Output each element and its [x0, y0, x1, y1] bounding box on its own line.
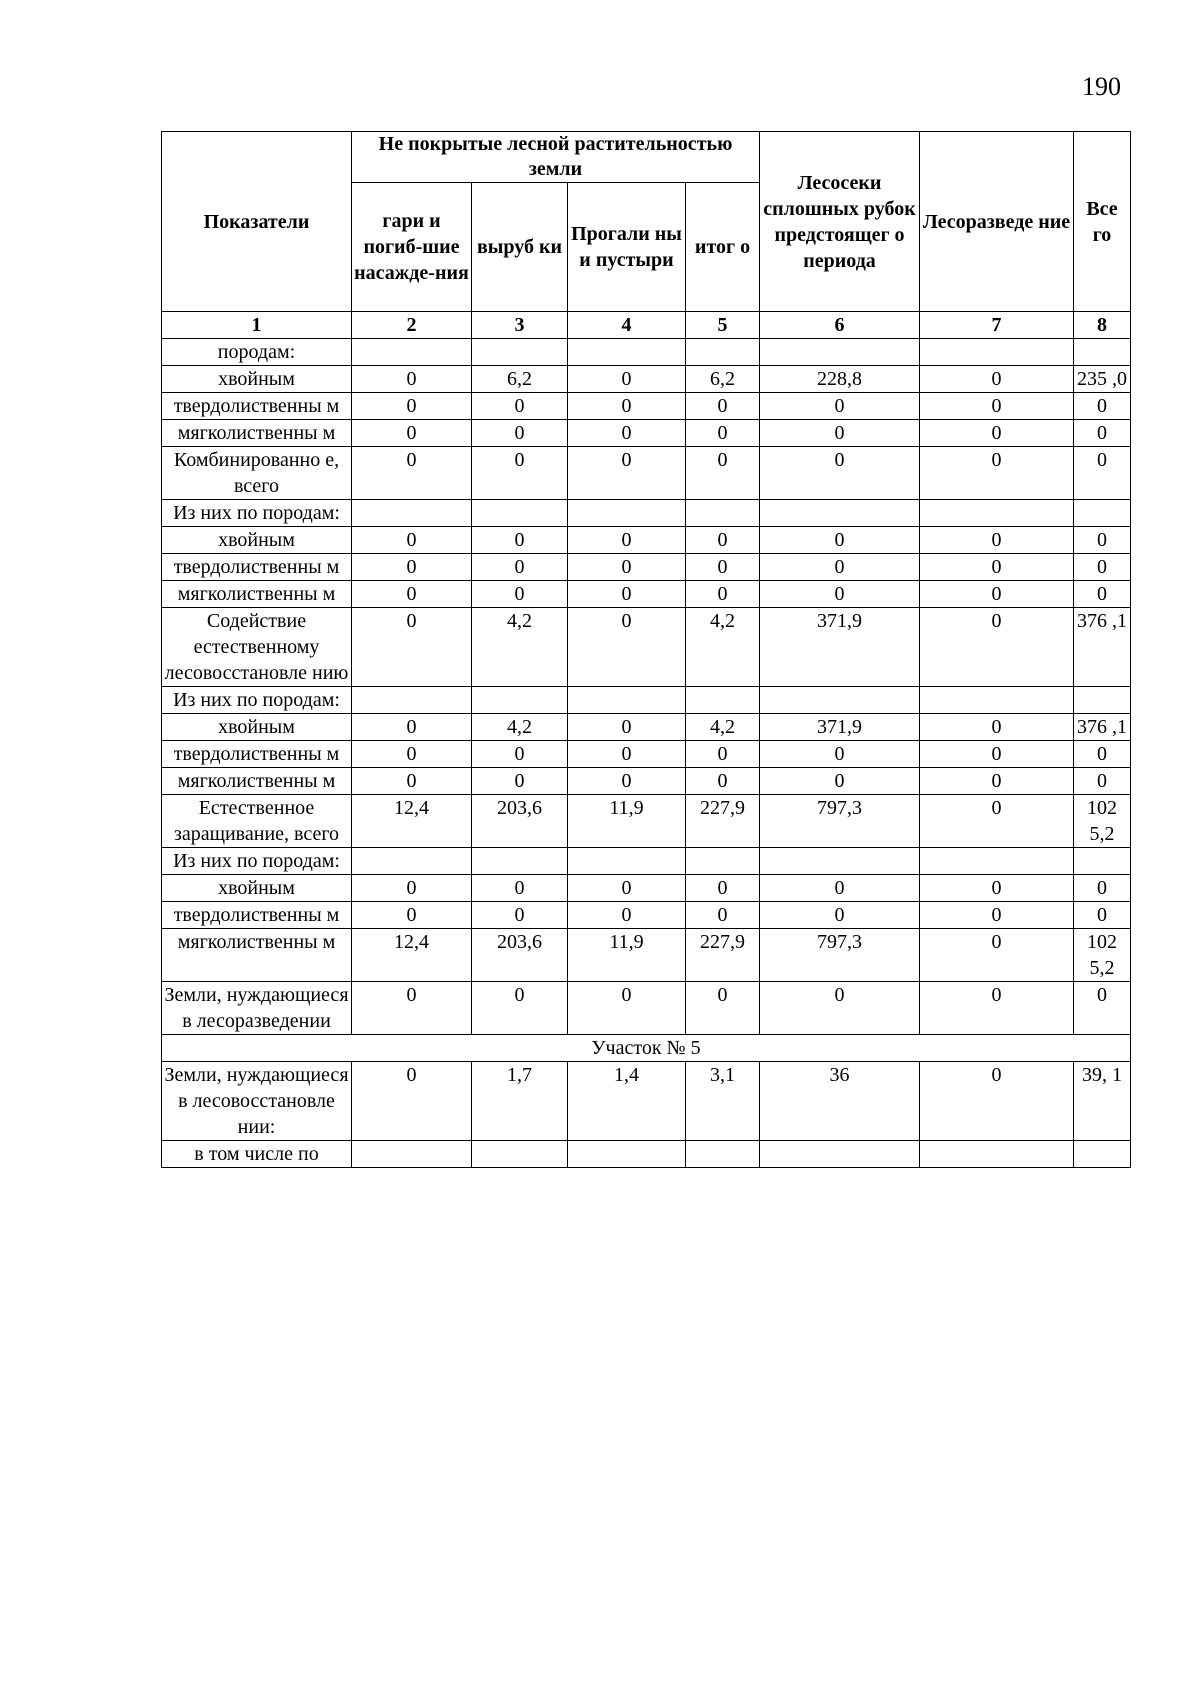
table-cell: 0 [686, 393, 760, 420]
table-row [162, 339, 1131, 366]
table-cell: 0 [1074, 902, 1131, 929]
table-row [162, 687, 1131, 714]
table-cell: 797,3 [760, 929, 920, 982]
table-cell [472, 1141, 568, 1168]
table-cell: 0 [352, 420, 472, 447]
row-label: Из них по породам: [162, 687, 352, 714]
table-cell: 0 [352, 393, 472, 420]
table-cell: 0 [568, 608, 686, 687]
table-cell: 1,4 [568, 1062, 686, 1141]
header-total: Все го [1074, 132, 1131, 312]
table-row [162, 447, 1131, 500]
table-cell: 0 [352, 608, 472, 687]
table-cell: 0 [352, 902, 472, 929]
header-burned: гари и погиб-шие насажде-ния [352, 183, 472, 312]
table-row [162, 848, 1131, 875]
table-cell [352, 500, 472, 527]
table-cell: 1,7 [472, 1062, 568, 1141]
table-cell: 4,2 [472, 714, 568, 741]
table-cell [686, 500, 760, 527]
row-label: хвойным [162, 714, 352, 741]
column-number: 5 [686, 312, 760, 339]
table-cell: 0 [760, 581, 920, 608]
table-cell: 0 [760, 393, 920, 420]
header-afforestation: Лесоразведе ние [920, 132, 1074, 312]
table-cell: 0 [568, 366, 686, 393]
table-row [162, 714, 1131, 741]
table-cell: 0 [920, 581, 1074, 608]
table-cell: 0 [686, 527, 760, 554]
table-cell: 3,1 [686, 1062, 760, 1141]
table-cell [686, 1141, 760, 1168]
row-label: хвойным [162, 875, 352, 902]
table-row [162, 500, 1131, 527]
table-row [162, 393, 1131, 420]
table-cell: 0 [568, 768, 686, 795]
table-cell [568, 500, 686, 527]
table-cell: 0 [760, 741, 920, 768]
table-cell: 6,2 [686, 366, 760, 393]
table-cell: 4,2 [686, 714, 760, 741]
table-cell: 11,9 [568, 795, 686, 848]
table-cell [472, 687, 568, 714]
table-row [162, 795, 1131, 848]
table-cell: 0 [568, 393, 686, 420]
table-cell: 0 [568, 902, 686, 929]
table-cell: 0 [686, 420, 760, 447]
table-cell: 0 [686, 447, 760, 500]
header-cuttings: выруб ки [472, 183, 568, 312]
table-cell [1074, 687, 1131, 714]
table-cell: 0 [352, 554, 472, 581]
page-number: 190 [1082, 72, 1121, 101]
table-cell: 4,2 [686, 608, 760, 687]
header-subtotal: итог о [686, 183, 760, 312]
table-cell: 36 [760, 1062, 920, 1141]
table-row [162, 554, 1131, 581]
table-cell: 0 [568, 741, 686, 768]
row-label: Земли, нуждающиеся в лесовосстановле нии: [162, 1062, 352, 1141]
table-cell: 0 [472, 527, 568, 554]
table-cell: 0 [920, 902, 1074, 929]
section-row [162, 1035, 1131, 1062]
table-cell: 0 [352, 581, 472, 608]
table-cell: 0 [472, 420, 568, 447]
table-cell [568, 339, 686, 366]
table-cell: 0 [920, 741, 1074, 768]
table-row [162, 608, 1131, 687]
header-indicators: Показатели [162, 132, 352, 312]
table-cell [1074, 1141, 1131, 1168]
row-label: хвойным [162, 366, 352, 393]
column-number: 3 [472, 312, 568, 339]
table-cell: 0 [568, 875, 686, 902]
table-row [162, 527, 1131, 554]
table-cell: 0 [1074, 393, 1131, 420]
table-cell: 0 [920, 366, 1074, 393]
row-label: твердолиственны м [162, 393, 352, 420]
table-cell: 0 [920, 608, 1074, 687]
table-cell [1074, 339, 1131, 366]
table-cell [352, 339, 472, 366]
table-cell [686, 339, 760, 366]
table-cell: 0 [920, 447, 1074, 500]
table-cell: 0 [920, 714, 1074, 741]
table-cell: 0 [686, 875, 760, 902]
forest-indicators-table [161, 131, 1131, 1168]
column-number: 1 [162, 312, 352, 339]
table-cell [352, 848, 472, 875]
table-cell [920, 500, 1074, 527]
table-row [162, 420, 1131, 447]
row-label: твердолиственны м [162, 902, 352, 929]
row-label: Естественное заращивание, всего [162, 795, 352, 848]
table-cell: 0 [1074, 581, 1131, 608]
table-cell: 376 ,1 [1074, 608, 1131, 687]
table-cell: 0 [920, 420, 1074, 447]
table-cell: 11,9 [568, 929, 686, 982]
table-cell: 0 [472, 768, 568, 795]
row-label: твердолиственны м [162, 741, 352, 768]
table-cell: 0 [1074, 875, 1131, 902]
table-cell: 0 [568, 982, 686, 1035]
table-cell [472, 500, 568, 527]
table-cell: 0 [352, 768, 472, 795]
table-cell: 0 [920, 982, 1074, 1035]
header-not-forested-group: Не покрытые лесной растительностью земли [352, 132, 760, 183]
table-cell: 0 [920, 1062, 1074, 1141]
table-cell [568, 1141, 686, 1168]
row-label: мягколиственны м [162, 768, 352, 795]
table-cell [920, 339, 1074, 366]
table-cell [686, 848, 760, 875]
table-cell: 0 [568, 554, 686, 581]
row-label: породам: [162, 339, 352, 366]
row-label: Из них по породам: [162, 848, 352, 875]
table-cell [1074, 500, 1131, 527]
column-number: 2 [352, 312, 472, 339]
table-cell: 0 [920, 768, 1074, 795]
table-row [162, 929, 1131, 982]
table-cell: 797,3 [760, 795, 920, 848]
table-cell [568, 848, 686, 875]
table-cell: 0 [760, 902, 920, 929]
table-cell: 0 [1074, 982, 1131, 1035]
table-row [162, 875, 1131, 902]
table-cell: 0 [568, 420, 686, 447]
table-cell: 371,9 [760, 608, 920, 687]
table-cell: 12,4 [352, 795, 472, 848]
table-cell: 6,2 [472, 366, 568, 393]
table-cell: 235 ,0 [1074, 366, 1131, 393]
table-cell: 0 [760, 447, 920, 500]
table-cell: 0 [686, 982, 760, 1035]
table-cell [920, 687, 1074, 714]
table-cell [472, 339, 568, 366]
table-cell: 0 [1074, 527, 1131, 554]
row-label: Комбинированно е, всего [162, 447, 352, 500]
table-cell: 0 [472, 393, 568, 420]
table-cell [1074, 848, 1131, 875]
table-cell: 0 [472, 581, 568, 608]
table-cell: 0 [472, 875, 568, 902]
row-label: твердолиственны м [162, 554, 352, 581]
table-cell: 0 [352, 875, 472, 902]
table-cell: 0 [920, 929, 1074, 982]
table-cell [920, 848, 1074, 875]
table-row [162, 768, 1131, 795]
table-cell: 0 [472, 741, 568, 768]
table-row [162, 902, 1131, 929]
table-cell: 0 [472, 447, 568, 500]
table-cell: 0 [760, 554, 920, 581]
row-label: в том числе по [162, 1141, 352, 1168]
table-cell: 0 [1074, 554, 1131, 581]
table-cell: 0 [568, 447, 686, 500]
table-cell: 0 [1074, 447, 1131, 500]
table-cell: 0 [472, 982, 568, 1035]
column-number: 4 [568, 312, 686, 339]
table-cell: 4,2 [472, 608, 568, 687]
table-cell [352, 1141, 472, 1168]
table-cell: 0 [686, 554, 760, 581]
table-cell: 0 [1074, 768, 1131, 795]
column-number: 7 [920, 312, 1074, 339]
header-clearcuts: Лесосеки сплошных рубок предстоящег о периода [760, 132, 920, 312]
table-row [162, 982, 1131, 1035]
table-cell: 0 [760, 982, 920, 1035]
table-cell: 0 [920, 795, 1074, 848]
table-cell: 0 [920, 554, 1074, 581]
table-cell: 0 [1074, 741, 1131, 768]
row-label: Содействие естественному лесовосстановле нию [162, 608, 352, 687]
table-cell: 227,9 [686, 795, 760, 848]
table-cell: 0 [568, 581, 686, 608]
row-label: мягколиственны м [162, 929, 352, 982]
table-cell: 0 [568, 714, 686, 741]
table-cell [760, 339, 920, 366]
table-cell: 203,6 [472, 929, 568, 982]
section-title: Участок № 5 [162, 1035, 1131, 1062]
table-cell: 0 [1074, 420, 1131, 447]
table-cell [686, 687, 760, 714]
table-cell: 0 [352, 982, 472, 1035]
table-cell: 203,6 [472, 795, 568, 848]
table-cell: 0 [472, 902, 568, 929]
table-cell: 0 [920, 875, 1074, 902]
row-label: мягколиственны м [162, 420, 352, 447]
table-cell: 0 [760, 420, 920, 447]
header-glades: Прогали ны и пустыри [568, 183, 686, 312]
table-row [162, 741, 1131, 768]
row-label: мягколиственны м [162, 581, 352, 608]
table-cell: 0 [760, 527, 920, 554]
table-cell: 227,9 [686, 929, 760, 982]
column-number: 6 [760, 312, 920, 339]
table-cell: 0 [568, 527, 686, 554]
table-cell: 102 5,2 [1074, 795, 1131, 848]
table-row [162, 366, 1131, 393]
table-cell: 0 [352, 447, 472, 500]
row-label: Земли, нуждающиеся в лесоразведении [162, 982, 352, 1035]
table-cell: 39, 1 [1074, 1062, 1131, 1141]
table-cell: 0 [686, 741, 760, 768]
table-cell: 0 [686, 902, 760, 929]
table-cell: 0 [686, 768, 760, 795]
column-number-row [162, 312, 1131, 339]
table-row [162, 581, 1131, 608]
table-cell [760, 500, 920, 527]
table-row [162, 1062, 1131, 1141]
table-cell: 12,4 [352, 929, 472, 982]
table-cell: 0 [760, 875, 920, 902]
table-cell: 0 [472, 554, 568, 581]
column-number: 8 [1074, 312, 1131, 339]
table-cell: 0 [352, 527, 472, 554]
table-cell [568, 687, 686, 714]
table-cell: 228,8 [760, 366, 920, 393]
table-cell: 376 ,1 [1074, 714, 1131, 741]
table-cell: 0 [760, 768, 920, 795]
table-cell [760, 848, 920, 875]
table-cell: 102 5,2 [1074, 929, 1131, 982]
table-cell: 0 [352, 714, 472, 741]
table-cell: 371,9 [760, 714, 920, 741]
table-cell: 0 [352, 741, 472, 768]
table-cell [352, 687, 472, 714]
table-cell [920, 1141, 1074, 1168]
table-cell: 0 [920, 393, 1074, 420]
table-cell: 0 [352, 366, 472, 393]
table-cell [760, 1141, 920, 1168]
table-cell: 0 [352, 1062, 472, 1141]
row-label: хвойным [162, 527, 352, 554]
table-cell [472, 848, 568, 875]
table-cell: 0 [920, 527, 1074, 554]
table-row [162, 1141, 1131, 1168]
table-cell [760, 687, 920, 714]
table-cell: 0 [686, 581, 760, 608]
row-label: Из них по породам: [162, 500, 352, 527]
